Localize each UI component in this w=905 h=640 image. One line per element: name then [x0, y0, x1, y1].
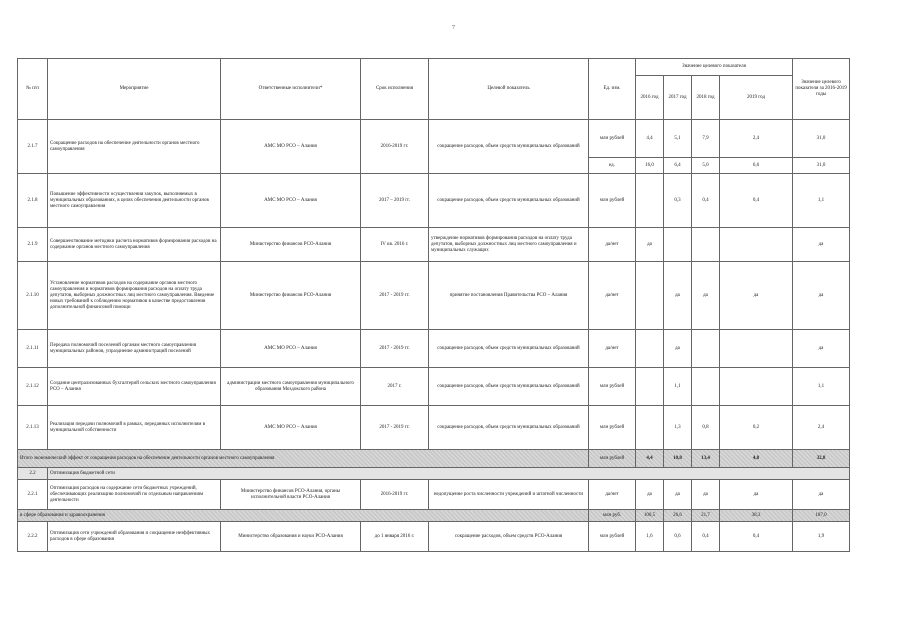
- row-measure: Повышение эффективности осуществления закупок, выполняемых в муниципальных образованиях, в целях обеспечения деятельности органов местного самоуправления: [48, 174, 221, 228]
- row-measure: Оптимизация сети учреждений образования и сокращение неэффективных расходов в сфере образования: [48, 522, 221, 552]
- row-unit: млн рублей: [589, 406, 636, 450]
- row-value-2017: 5,1: [664, 120, 692, 158]
- row-unit: млн рублей: [589, 522, 636, 552]
- row-value-2018: да: [692, 262, 720, 330]
- section-label: Оптимизация бюджетной сети: [48, 468, 850, 480]
- table-row: [18, 406, 850, 450]
- header-year-2016: 2016 год: [636, 76, 664, 120]
- row-value-2017: 0,6: [664, 522, 692, 552]
- row-value-2018: 0,8: [692, 406, 720, 450]
- row-value-2016: [636, 406, 664, 450]
- row-num: 2.1.11: [18, 330, 48, 368]
- subtotal-row-2016: 100,5: [636, 510, 664, 522]
- row-value-2017: 6,4: [664, 158, 692, 174]
- row-unit: ед.: [589, 158, 636, 174]
- table-row: [18, 120, 850, 158]
- header-measure: Мероприятие: [48, 59, 221, 120]
- row-deadline: 2017 - 2019 гг.: [361, 406, 429, 450]
- row-value-2019: 0,2: [720, 406, 793, 450]
- row-responsible: АМС МО РСО – Алания: [221, 174, 361, 228]
- row-measure: Создание централизованных бухгалтерий сельских местного самоуправления РСО – Алания: [48, 368, 221, 406]
- row-value-2018: да: [692, 480, 720, 510]
- row-indicator: утверждение нормативов формирования расходов на оплату труда депутатов, выборных должностных лиц местного самоуправления и муниципальных служащих: [429, 228, 589, 262]
- row-indicator: сокращение расходов, объем средств муниципальных образований: [429, 120, 589, 174]
- row-value-2019: 2,4: [720, 120, 793, 158]
- subtotal-row-2017: 26,6: [664, 510, 692, 522]
- row-value-2017: да: [664, 330, 692, 368]
- row-value-2016: да: [636, 480, 664, 510]
- row-value-2016: [636, 174, 664, 228]
- row-measure: Реализация передачи полномочий в рамках, переданных исполнителям в муниципальной собственности: [48, 406, 221, 450]
- row-value-2018: 7,9: [692, 120, 720, 158]
- row-value-2019: 0,4: [720, 522, 793, 552]
- row-measure: Передача полномочий поселений органам местного самоуправления муниципальных районов, упразднение администраций поселений: [48, 330, 221, 368]
- row-value-2017: [664, 228, 692, 262]
- header-unit: Ед. изм.: [589, 59, 636, 120]
- header-deadline: Срок исполнения: [361, 59, 429, 120]
- row-value-2016: да: [636, 228, 664, 262]
- row-responsible: АМС МО РСО – Алания: [221, 120, 361, 174]
- subtotal-row-total: 187,0: [793, 510, 850, 522]
- row-total: 1,1: [793, 368, 850, 406]
- row-value-2017: 1,3: [664, 406, 692, 450]
- total-row-2018: 13,4: [692, 450, 720, 468]
- row-num: 2.1.8: [18, 174, 48, 228]
- row-indicator: сокращение расходов, объем средств муниципальных образований: [429, 330, 589, 368]
- row-value-2018: 5,0: [692, 158, 720, 174]
- row-value-2018: 0,4: [692, 174, 720, 228]
- row-value-2019: [720, 330, 793, 368]
- row-value-2017: 0,3: [664, 174, 692, 228]
- total-row-label: Итого экономический эффект от сокращения расходов на обеспечение деятельности органов местного самоуправления: [18, 450, 589, 468]
- row-num: 2.1.13: [18, 406, 48, 450]
- row-responsible: Министерство финансов РСО-Алания: [221, 228, 361, 262]
- table-row: [18, 522, 850, 552]
- row-value-2017: 1,1: [664, 368, 692, 406]
- row-unit: млн рублей: [589, 368, 636, 406]
- header-responsible: Ответственные исполнители*: [221, 59, 361, 120]
- row-measure: Сокращение расходов на обеспечение деятельности органов местного самоуправления: [48, 120, 221, 174]
- row-value-2016: 4,4: [636, 120, 664, 158]
- row-responsible: АМС МО РСО – Алания: [221, 330, 361, 368]
- subtotal-row: [18, 510, 850, 522]
- row-value-2019: да: [720, 480, 793, 510]
- row-value-2017: да: [664, 262, 692, 330]
- row-unit: да/нет: [589, 330, 636, 368]
- header-values-group: Значение целевого показателя: [636, 59, 793, 76]
- total-row-unit: млн рублей: [589, 450, 636, 468]
- row-value-2016: [636, 330, 664, 368]
- row-deadline: 2017 - 2019 гг.: [361, 262, 429, 330]
- table-row: [18, 174, 850, 228]
- row-responsible: Министерство финансов РСО-Алания, органы исполнительной власти РСО-Алания: [221, 480, 361, 510]
- page-mark: 7: [452, 25, 455, 31]
- row-deadline: 2017 – 2019 гг.: [361, 174, 429, 228]
- total-row-2016: 4,4: [636, 450, 664, 468]
- row-value-2017: да: [664, 480, 692, 510]
- row-total: 31,0: [793, 158, 850, 174]
- row-num: 2.1.9: [18, 228, 48, 262]
- row-num: 2.1.7: [18, 120, 48, 174]
- row-total: да: [793, 480, 850, 510]
- header-year-2017: 2017 год: [664, 76, 692, 120]
- row-responsible: Министерство финансов РСО-Алания: [221, 262, 361, 330]
- row-measure: Оптимизация расходов на содержание сети бюджетных учреждений, обеспечивающих реализацию полномочий по отдельным направлениям деятельности: [48, 480, 221, 510]
- row-deadline: IV кв. 2016 г.: [361, 228, 429, 262]
- row-deadline: 2017 - 2019 гг.: [361, 330, 429, 368]
- header-indicator: Целевой показатель: [429, 59, 589, 120]
- total-row-total: 32,8: [793, 450, 850, 468]
- row-measure: Установление нормативов расходов на содержание органов местного самоуправления и нормативов формирования расходов на оплату труда депутатов, выборных должностных лиц местного самоуправления. Введение новых требований к соблюдению нормативов в качестве предоставления дополнительной финансовой помощи: [48, 262, 221, 330]
- row-indicator: недопущение роста численности учреждений и штатной численности: [429, 480, 589, 510]
- measures-table: [17, 58, 850, 552]
- table-row: [18, 330, 850, 368]
- row-value-2019: [720, 228, 793, 262]
- row-indicator: принятие постановления Правительства РСО – Алания: [429, 262, 589, 330]
- row-value-2018: [692, 330, 720, 368]
- row-responsible: Министерство образования и науки РСО-Алания: [221, 522, 361, 552]
- header-year-2019: 2019 год: [720, 76, 793, 120]
- row-total: 1,9: [793, 522, 850, 552]
- row-total: да: [793, 330, 850, 368]
- row-unit: млн рублей: [589, 120, 636, 158]
- row-value-2019: 6,6: [720, 158, 793, 174]
- row-value-2016: 16,0: [636, 158, 664, 174]
- row-indicator: сокращение расходов, объем средств муниципальных образований: [429, 406, 589, 450]
- row-value-2018: [692, 368, 720, 406]
- table-row: [18, 262, 850, 330]
- row-unit: млн рублей: [589, 174, 636, 228]
- row-value-2016: [636, 262, 664, 330]
- row-indicator: сокращение расходов, объем средств муниципальных образований: [429, 174, 589, 228]
- row-value-2019: [720, 368, 793, 406]
- header-total: Значение целевого показателя за 2016-2019 годы: [793, 59, 850, 120]
- row-value-2018: [692, 228, 720, 262]
- row-responsible: АМС МО РСО – Алания: [221, 406, 361, 450]
- row-num: 2.2.2: [18, 522, 48, 552]
- row-value-2018: 0,4: [692, 522, 720, 552]
- subtotal-row-2018: 21,7: [692, 510, 720, 522]
- row-value-2016: 1,6: [636, 522, 664, 552]
- row-total: 31,0: [793, 120, 850, 158]
- row-deadline: 2016-2019 гг.: [361, 120, 429, 174]
- row-total: да: [793, 262, 850, 330]
- row-deadline: 2017 г.: [361, 368, 429, 406]
- row-value-2019: да: [720, 262, 793, 330]
- row-deadline: 2016-2019 гг.: [361, 480, 429, 510]
- row-indicator: сокращение расходов, объем средств РСО-Алания: [429, 522, 589, 552]
- row-measure: Совершенствование методики расчета нормативов формирования расходов на содержание органов местного самоуправления: [48, 228, 221, 262]
- section-row: [18, 468, 850, 480]
- subtotal-row-label: в сфере образования и здравоохранения: [18, 510, 589, 522]
- row-num: 2.2.1: [18, 480, 48, 510]
- row-total: 1,1: [793, 174, 850, 228]
- section-num: 2.2: [18, 468, 48, 480]
- header-year-2018: 2018 год: [692, 76, 720, 120]
- row-num: 2.1.12: [18, 368, 48, 406]
- table-row: [18, 368, 850, 406]
- row-indicator: сокращение расходов, объем средств муниципальных образований: [429, 368, 589, 406]
- row-responsible: администрации местного самоуправления муниципального образования Моздокского района: [221, 368, 361, 406]
- row-value-2019: 0,4: [720, 174, 793, 228]
- row-total: да: [793, 228, 850, 262]
- row-total: 2,4: [793, 406, 850, 450]
- row-unit: да/нет: [589, 480, 636, 510]
- row-value-2016: [636, 368, 664, 406]
- subtotal-row-unit: млн руб.: [589, 510, 636, 522]
- total-row: [18, 450, 850, 468]
- header-num: № п/п: [18, 59, 48, 120]
- subtotal-row-2019: 38,3: [720, 510, 793, 522]
- row-num: 2.1.10: [18, 262, 48, 330]
- row-unit: да/нет: [589, 228, 636, 262]
- table-row: [18, 480, 850, 510]
- table-row: [18, 228, 850, 262]
- row-deadline: до 1 января 2016 г.: [361, 522, 429, 552]
- total-row-2019: 4,8: [720, 450, 793, 468]
- row-unit: да/нет: [589, 262, 636, 330]
- total-row-2017: 10,8: [664, 450, 692, 468]
